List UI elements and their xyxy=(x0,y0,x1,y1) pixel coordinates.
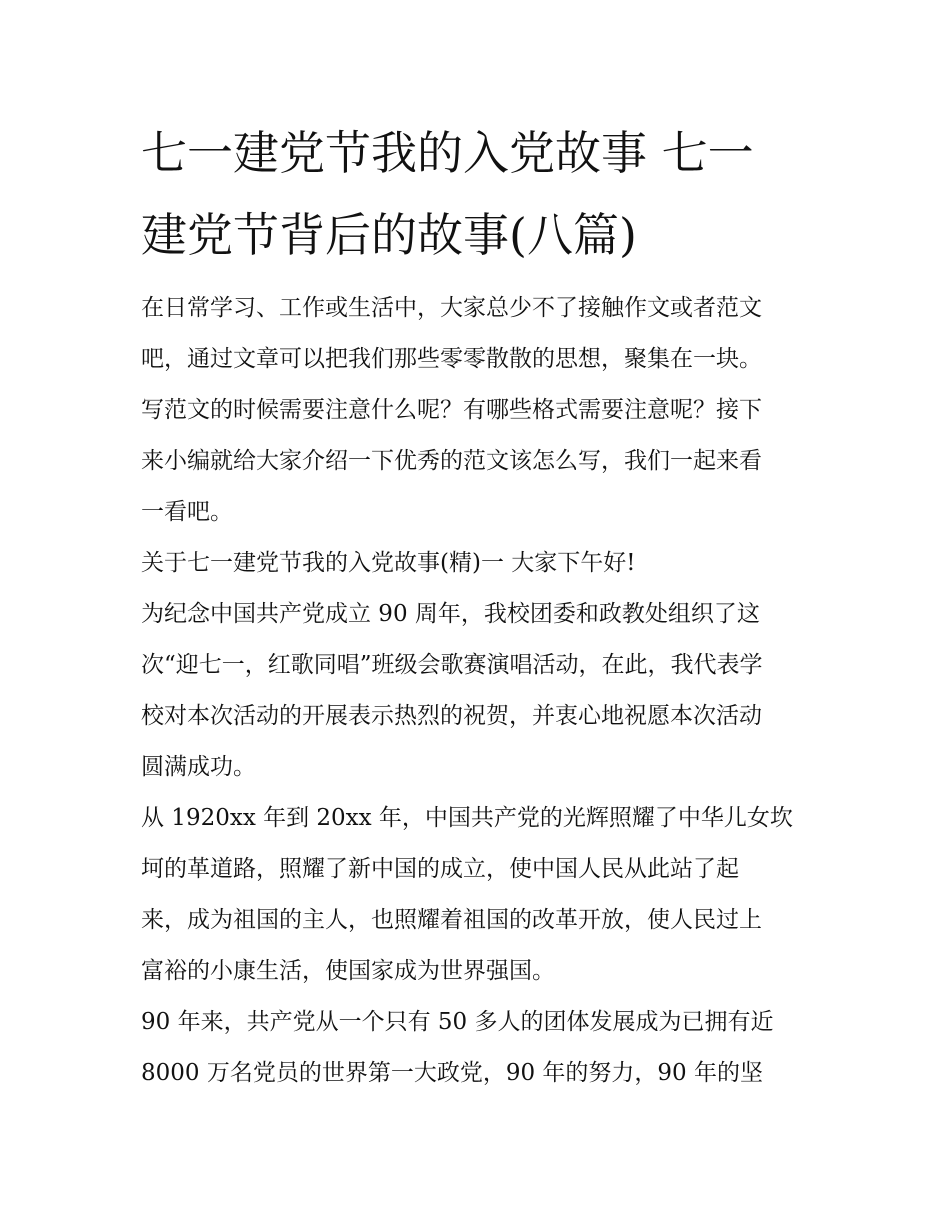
body-line: 圆满成功。 xyxy=(141,754,256,780)
body-line: 在日常学习、工作或生活中，大家总少不了接触作文或者范文 xyxy=(141,295,762,321)
body-line: 坷的革道路，照耀了新中国的成立，使中国人民从此站了起 xyxy=(141,856,739,882)
body-line: 90 年来，共产党从一个只有 50 多人的团体发展成为已拥有近 xyxy=(141,1009,774,1035)
body-line: 次“迎七一，红歌同唱”班级会歌赛演唱活动，在此，我代表学 xyxy=(141,652,763,678)
body-line: 写范文的时候需要注意什么呢？有哪些格式需要注意呢？接下 xyxy=(141,397,762,423)
body-line: 从 1920xx 年到 20xx 年，中国共产党的光辉照耀了中华儿女坎 xyxy=(141,805,793,831)
body-line: 来小编就给大家介绍一下优秀的范文该怎么写，我们一起来看 xyxy=(141,448,762,474)
body-line: 为纪念中国共产党成立 90 周年，我校团委和政教处组织了这 xyxy=(141,601,760,627)
document-content xyxy=(141,112,813,1099)
body-line: 来，成为祖国的主人，也照耀着祖国的改革开放，使人民过上 xyxy=(141,907,762,933)
body-line: 关于七一建党节我的入党故事(精)一 大家下午好! xyxy=(141,550,636,576)
body-line: 8000 万名党员的世界第一大政党，90 年的努力，90 年的坚 xyxy=(141,1060,763,1086)
title-line: 建党节背后的故事(八篇) xyxy=(141,208,637,262)
body-line: 富裕的小康生活，使国家成为世界强国。 xyxy=(141,958,555,984)
body-line: 校对本次活动的开展表示热烈的祝贺，并衷心地祝愿本次活动 xyxy=(141,703,762,729)
document-body xyxy=(141,283,813,1099)
body-line: 吧，通过文章可以把我们那些零零散散的思想，聚集在一块。 xyxy=(141,346,762,372)
body-line: 一看吧。 xyxy=(141,499,233,525)
document-title xyxy=(141,112,813,276)
title-line: 七一建党节我的入党故事 七一 xyxy=(141,126,754,180)
